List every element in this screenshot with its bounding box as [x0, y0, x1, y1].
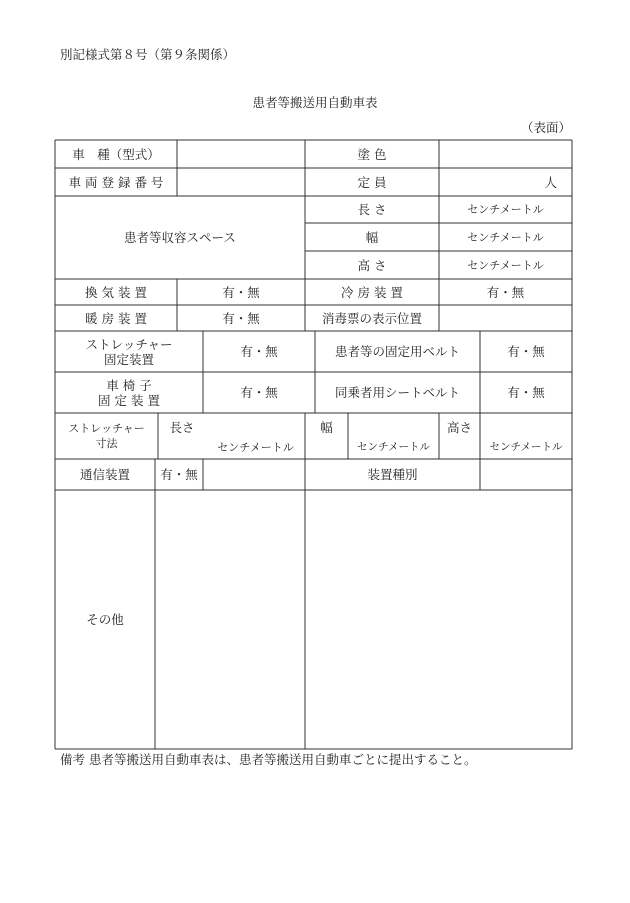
stretcher-length-unit: センチメートル — [217, 441, 294, 454]
stretcher-width-label: 幅 — [320, 420, 333, 435]
document-title: 患者等搬送用自動車表 — [252, 95, 378, 110]
space-width-label: 幅 — [365, 229, 379, 245]
wheelchair-fixing-label: 車 椅 子 固 定 装 置 — [98, 377, 160, 408]
comm-device-yes-no[interactable]: 有・無 — [160, 467, 198, 482]
space-height-label: 高 さ — [357, 257, 387, 273]
space-width-unit: センチメートル — [467, 230, 544, 244]
space-length-label: 長 さ — [357, 202, 387, 217]
registration-number-label: 車 両 登 録 番 号 — [68, 174, 164, 190]
stretcher-fixing-yes-no[interactable]: 有・無 — [240, 344, 278, 359]
side-label: （表面） — [520, 120, 571, 135]
comm-device-field[interactable] — [203, 459, 305, 490]
patient-space-label: 患者等収容スペース — [124, 230, 236, 245]
patient-belt-yes-no[interactable]: 有・無 — [507, 344, 545, 359]
vehicle-type-label: 車 種（型式） — [72, 146, 160, 162]
paint-color-field[interactable] — [439, 140, 572, 168]
vehicle-type-field[interactable] — [177, 140, 305, 168]
device-type-field[interactable] — [480, 459, 572, 490]
form-number-label: 別記様式第８号（第９条関係） — [60, 47, 236, 62]
device-type-label: 装置種別 — [367, 467, 418, 482]
disinfection-field[interactable] — [439, 305, 572, 331]
paint-color-label: 塗 色 — [357, 146, 387, 162]
capacity-label: 定 員 — [357, 174, 387, 190]
comm-device-label: 通信装置 — [79, 467, 130, 482]
space-height-unit: センチメートル — [467, 258, 544, 272]
stretcher-dimensions-label: ストレッチャー 寸法 — [68, 422, 145, 450]
stretcher-fixing-label: ストレッチャー 固定装置 — [85, 336, 173, 367]
stretcher-height-unit: センチメートル — [489, 441, 563, 453]
cooling-yes-no[interactable]: 有・無 — [486, 284, 525, 300]
capacity-unit: 人 — [544, 174, 557, 190]
heating-label: 暖 房 装 置 — [85, 310, 147, 326]
wheelchair-fixing-yes-no[interactable]: 有・無 — [240, 385, 278, 400]
heating-yes-no[interactable]: 有・無 — [222, 310, 260, 326]
stretcher-height-label: 高さ — [446, 420, 472, 435]
cooling-label: 冷 房 装 置 — [341, 284, 403, 300]
other-field-right[interactable] — [305, 490, 572, 749]
companion-belt-yes-no[interactable]: 有・無 — [507, 385, 545, 400]
other-field-left[interactable] — [155, 490, 305, 749]
ventilation-yes-no[interactable]: 有・無 — [222, 284, 260, 300]
patient-belt-label: 患者等の固定用ベルト — [334, 344, 460, 359]
footnote: 備考 患者等搬送用自動車表は、患者等搬送用自動車ごとに提出すること。 — [60, 752, 477, 767]
ventilation-label: 換 気 装 置 — [85, 284, 147, 300]
companion-belt-label: 同乗者用シートベルト — [334, 385, 460, 400]
other-label: その他 — [86, 612, 124, 627]
stretcher-length-label: 長さ — [169, 420, 195, 435]
space-length-unit: センチメートル — [467, 203, 544, 216]
disinfection-label: 消毒票の表示位置 — [321, 310, 422, 326]
registration-number-field[interactable] — [177, 168, 305, 196]
stretcher-width-unit: センチメートル — [356, 441, 431, 453]
